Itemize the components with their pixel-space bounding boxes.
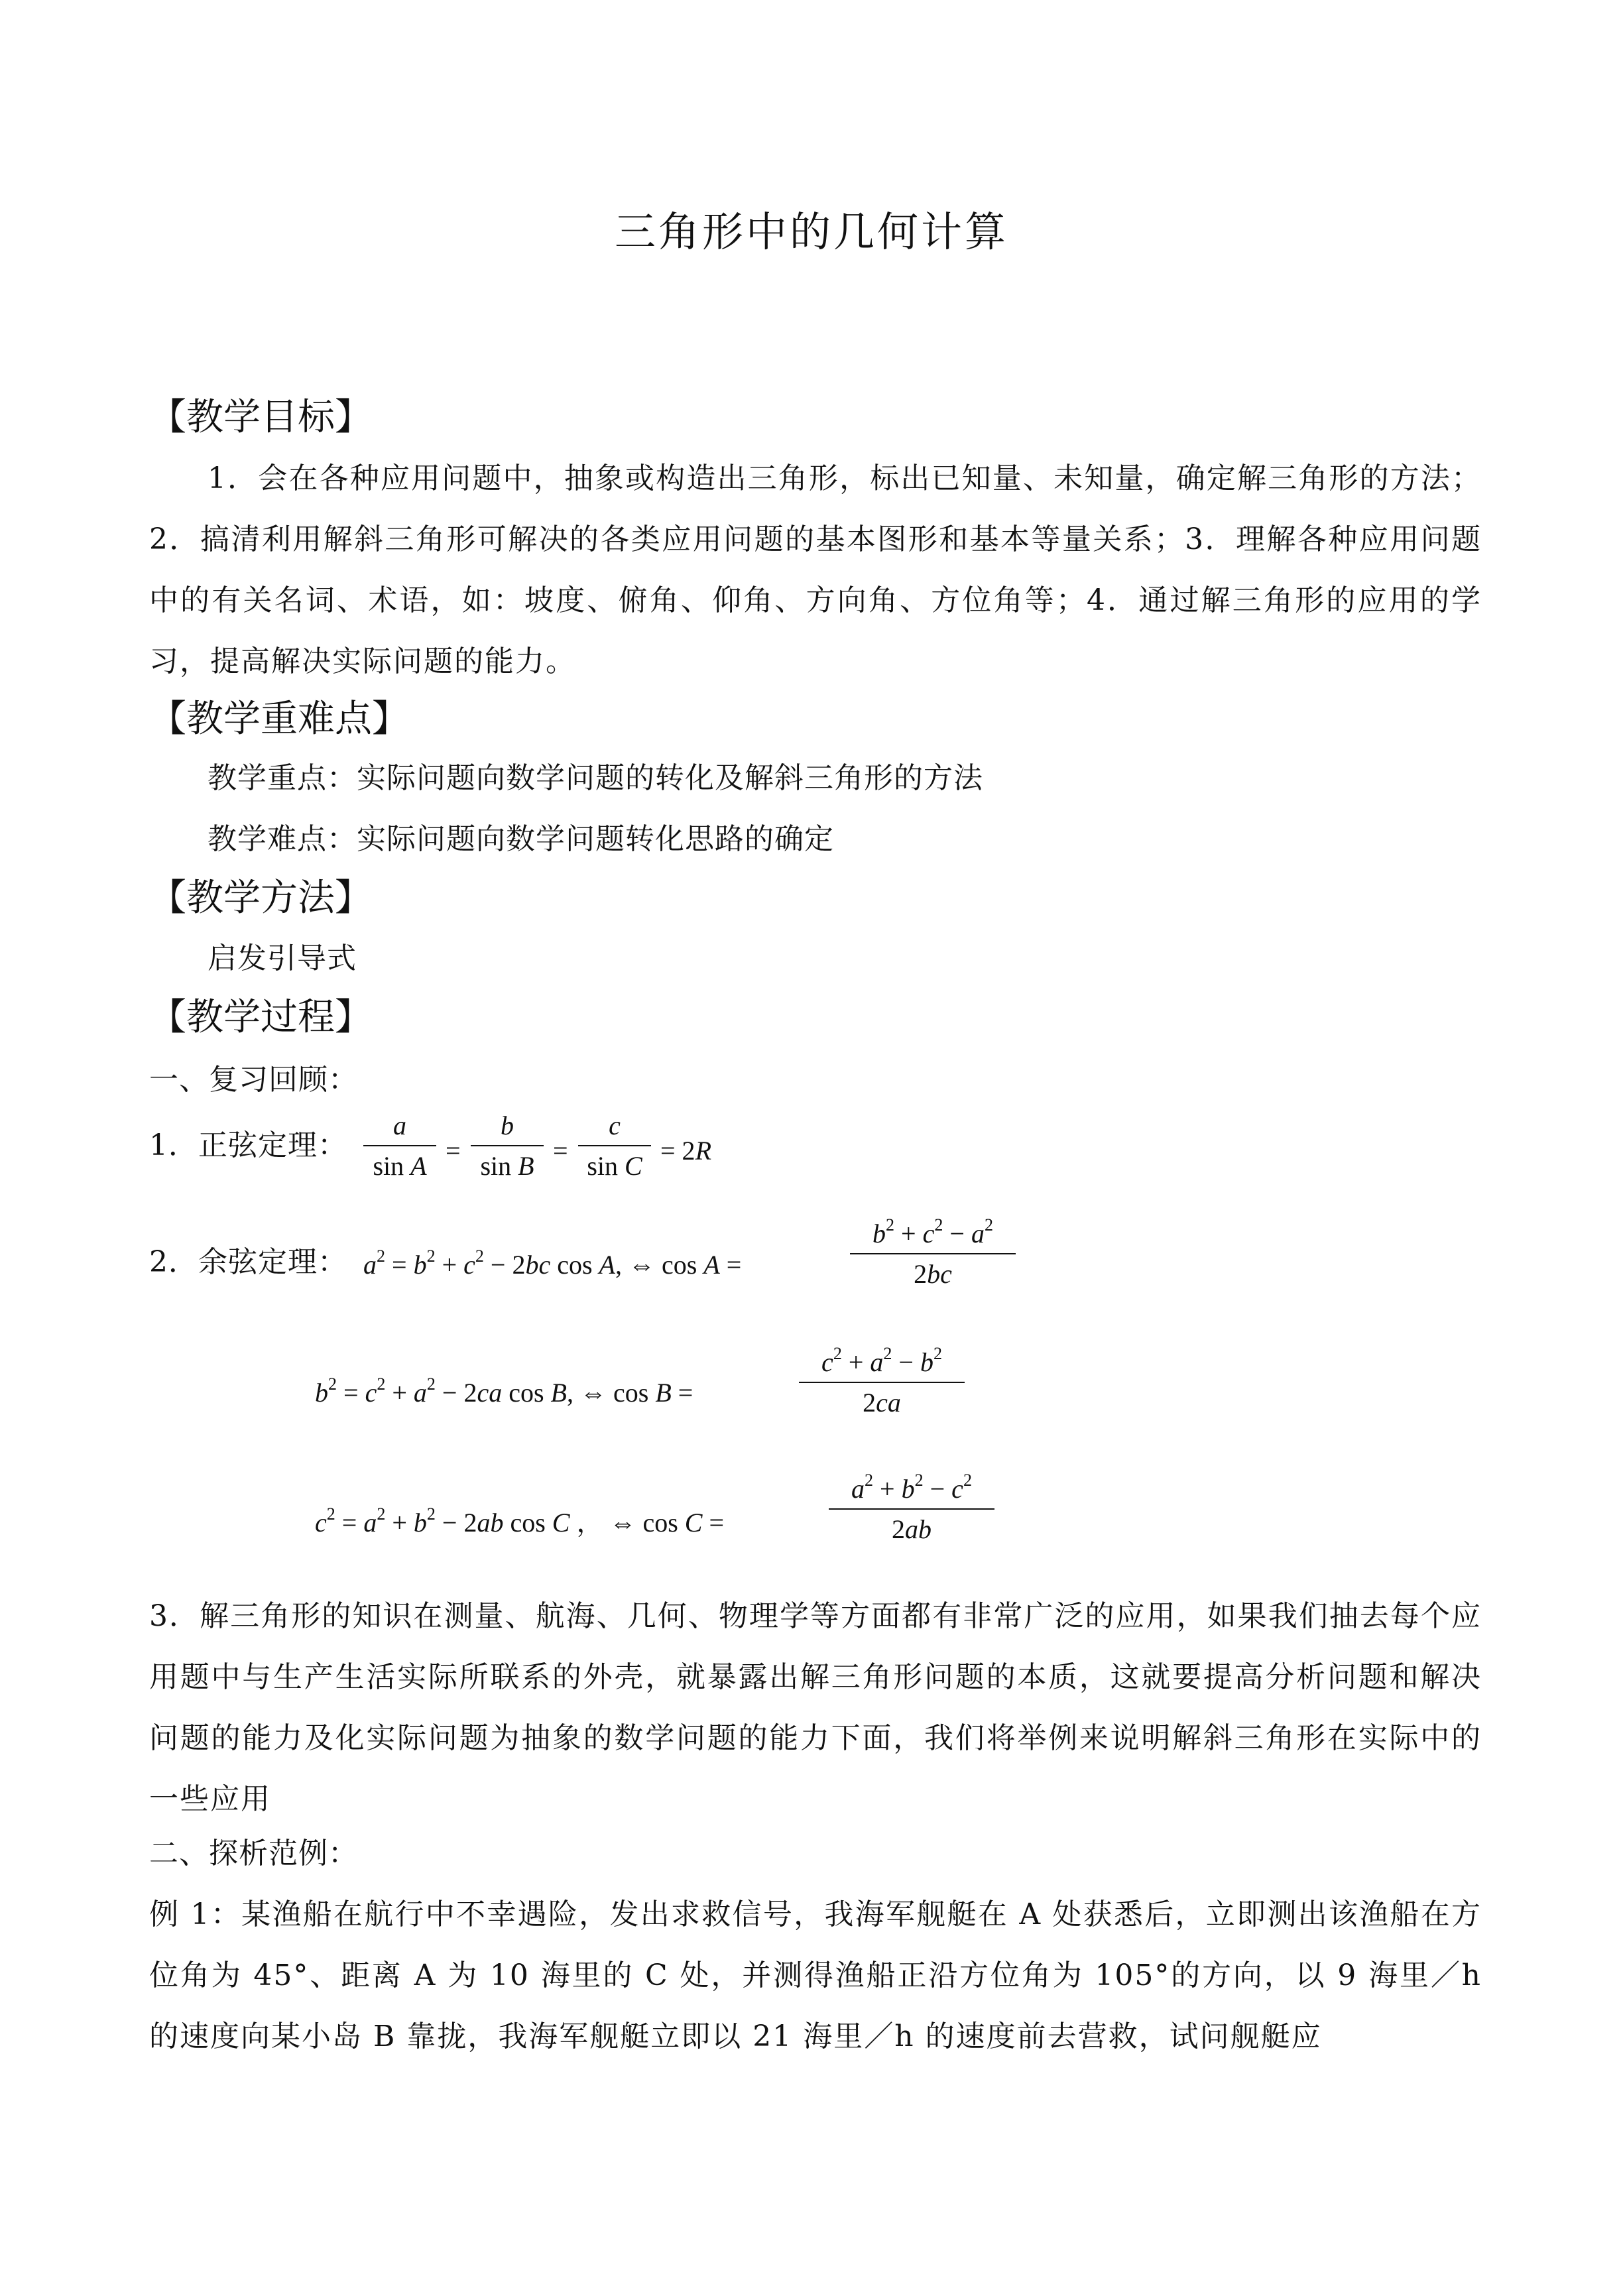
examples-heading: 二、探析范例：: [149, 1837, 358, 1870]
page-title: 三角形中的几何计算: [614, 208, 1008, 256]
difficult-point-line: 教学难点：实际问题向数学问题转化思路的确定: [208, 822, 834, 856]
key-point-line: 教学重点：实际问题向数学问题的转化及解斜三角形的方法: [208, 761, 983, 795]
document-page: 三角形中的几何计算 【教学目标】 1．会在各种应用问题中，抽象或构造出三角形，标出已知量、未知量，确定解三角形的方法；2．搞清利用解斜三角形可解决的各类应用问题的基本图形和基本等量关系；3．理解各种应用问题中的有关名词、术语，如：坡度、俯角、仰角、方向角、方位角等；4．通过解三角形的应用的学习，提高解决实际问题的能力。 【教学重难点】 教学重点：实际问题向数学问题的转化及解斜三角形的方法 教学难点：实际问题向数学问题转化思路的确定 【教学方法】 启发引导式 【教学过程】 一、复习回顾： 1．正弦定理： a sin A = b sin B = c sin C = 2R 2．余弦定理： $a^2 = b^2 + c^2 - 2bc$ cos A, ⇔ cos A = $b^2 + c^2 - a^2$ 2bc $b^2 = c^2 + a^2 - 2ca$ cos B, ⇔ cos B = $c^2 + a^2 - b^2$ 2ca $c^2 = a^2 + b^2 - 2ab$ cos C ， ⇔ cos C = $a^2 + b^2 - c^2$ 2ab 3．解三角形的知识在测量、航海、几何、物理学等方面都有非常广泛的应用，如果我们抽去每个应用题中与生产生活实际所联系的外壳，就暴露出解三角形问题的本质，这就要提高分析问题和解决问题的能力及化实际问题为抽象的数学问题的能力下面，我们将举例来说明解斜三角形在实际中的一些应用 二、探析范例： 例 1：某渔船在航行中不幸遇险，发出求救信号，我海军舰艇在 A 处获悉后，立即测出该渔船在方位角为 45°、距离 A 为 10 海里的 C 处，并测得渔船正沿方位角为 105°的方向，以 9 海里／h 的速度向某小岛 B 靠拢，我海军舰艇立即以 21 海里／h 的速度前去营救，试问舰艇应: [0, 0, 1623, 2296]
example1-paragraph: 例 1：某渔船在航行中不幸遇险，发出求救信号，我海军舰艇在 A 处获悉后，立即测出该渔船在方位角为 45°、距离 A 为 10 海里的 C 处，并测得渔船正沿方位角为 105°的方向，以 9 海里／h 的速度向某小岛 B 靠拢，我海军舰艇立即以 21 海里／h 的速度前去营救，试问舰艇应: [149, 1898, 1482, 2053]
sine-rule-label: 1．正弦定理：: [149, 1128, 347, 1162]
cosine-rule-label: 2．余弦定理：: [149, 1245, 347, 1279]
process-heading: 【教学过程】: [149, 996, 372, 1039]
key-points-heading: 【教学重难点】: [149, 697, 409, 741]
review-heading: 一、复习回顾：: [149, 1063, 358, 1097]
item3-paragraph: 3．解三角形的知识在测量、航海、几何、物理学等方面都有非常广泛的应用，如果我们抽去每个应用题中与生产生活实际所联系的外壳，就暴露出解三角形问题的本质，这就要提高分析问题和解决问题的能力及化实际问题为抽象的数学问题的能力下面，我们将举例来说明解斜三角形在实际中的一些应用: [149, 1599, 1482, 1816]
goals-paragraph: 1．会在各种应用问题中，抽象或构造出三角形，标出已知量、未知量，确定解三角形的方法；2．搞清利用解斜三角形可解决的各类应用问题的基本图形和基本等量关系；3．理解各种应用问题中的有关名词、术语，如：坡度、俯角、仰角、方向角、方位角等；4．通过解三角形的应用的学习，提高解决实际问题的能力。: [149, 461, 1482, 678]
method-heading: 【教学方法】: [149, 876, 372, 920]
method-text: 启发引导式: [208, 941, 357, 975]
goals-heading: 【教学目标】: [149, 396, 372, 439]
